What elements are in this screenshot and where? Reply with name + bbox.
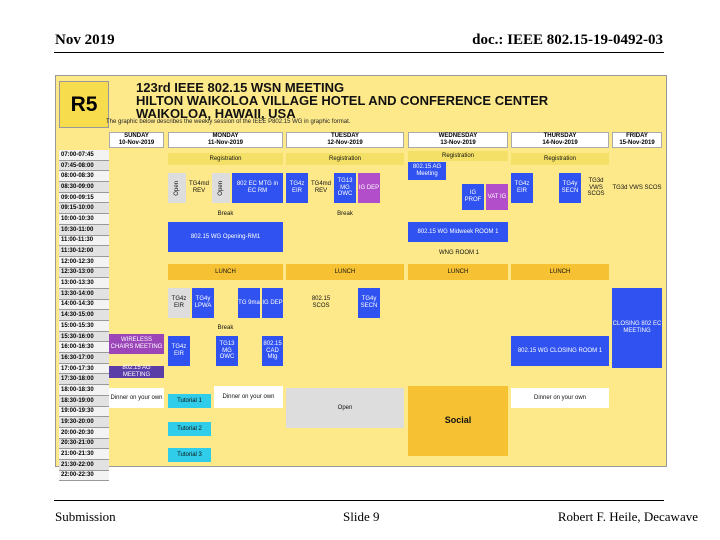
- cell-break-tue: Break: [286, 210, 404, 218]
- time-slot: 18:30-19:00: [59, 396, 109, 407]
- cell-tutorial2: Tutorial 2: [168, 422, 211, 436]
- cell-closing: 802.15 WG CLOSING ROOM 1: [511, 336, 609, 366]
- cell-registration-thu: Registration: [511, 153, 609, 165]
- cell-tg3-tue: 802.15 SCOS: [310, 288, 332, 318]
- cell-opening: 802.15 WG Opening-RM1: [168, 222, 283, 252]
- cell-ag-meeting-wed: 802.15 AG Meeting: [408, 162, 446, 180]
- time-slot: 08:30-09:00: [59, 182, 109, 193]
- cell-lunch-mon: LUNCH: [168, 264, 283, 280]
- cell-tg4z-thu: TG4z EIR: [511, 173, 533, 203]
- header-rule: [54, 52, 664, 53]
- footer-rule: [54, 500, 664, 501]
- time-slot: 16:00-16:30: [59, 342, 109, 353]
- meeting-title: 123rd IEEE 802.15 WSN MEETING: [136, 80, 345, 95]
- time-slot: 17:30-18:00: [59, 374, 109, 385]
- room-code: R5: [59, 81, 109, 128]
- time-slot: 10:30-11:00: [59, 225, 109, 236]
- cell-ec-mtg: 802 EC MTG in EC RM: [232, 173, 283, 203]
- cell-tg13-mon: TG13 MG OWC: [216, 336, 238, 366]
- cell-tutorial1: Tutorial 1: [168, 394, 211, 408]
- cell-open-mon-2: Open: [212, 173, 230, 203]
- day-header-friday: FRIDAY 15-Nov-2019: [612, 132, 662, 148]
- time-column: [59, 150, 109, 481]
- time-slot: 11:00-11:30: [59, 236, 109, 247]
- schedule-graphic: [55, 75, 667, 479]
- cell-registration-mon: Registration: [168, 153, 283, 165]
- cell-tg4z-mon-2: TG4z EIR: [168, 336, 190, 366]
- cell-tg4z-tue: TG4z EIR: [286, 173, 308, 203]
- time-slot: 08:00-08:30: [59, 171, 109, 182]
- time-slot: 09:00-09:15: [59, 193, 109, 204]
- cell-break-mon-2: Break: [168, 324, 283, 332]
- cell-igprof: IG PROF: [462, 184, 484, 210]
- cell-social: Social: [408, 386, 508, 456]
- time-slot: 07:45-08:00: [59, 161, 109, 172]
- cell-igdep-tue: IG DEP: [358, 173, 380, 203]
- time-slot: 19:30-20:00: [59, 417, 109, 428]
- cell-tg4y-tue: TG4y SECN: [358, 288, 380, 318]
- cell-ag-meeting: 802.15 AG MEETING: [109, 366, 164, 378]
- time-slot: 21:00-21:30: [59, 449, 109, 460]
- day-header-tuesday: TUESDAY 12-Nov-2019: [286, 132, 404, 148]
- cell-lunch-thu: LUNCH: [511, 264, 609, 280]
- header-left: Nov 2019: [55, 32, 115, 48]
- cell-wireless-chairs: WIRELESS CHAIRS MEETING: [109, 334, 164, 354]
- cell-lunch-wed: LUNCH: [408, 264, 508, 280]
- cell-lunch-tue: LUNCH: [286, 264, 404, 280]
- time-slot: 17:00-17:30: [59, 364, 109, 375]
- cell-dinner-sun: Dinner on your own: [109, 388, 164, 408]
- time-slot: 10:00-10:30: [59, 214, 109, 225]
- schedule-description: The graphic below describes the weekly session of the IEEE P802.15 WG in graphic format.: [106, 119, 351, 125]
- cell-open-tue: Open: [286, 388, 404, 428]
- cell-tg3d-fri: TG3d VWS SCOS: [612, 173, 662, 203]
- cell-dinner-mon: Dinner on your own: [214, 386, 283, 408]
- cell-tg3d-thu: TG3d VWS SCOS: [583, 173, 609, 203]
- cell-igdep-mon: IG DEP: [262, 288, 283, 318]
- cell-dinner-thu: Dinner on your own: [511, 388, 609, 408]
- day-header-monday: MONDAY 11-Nov-2019: [168, 132, 283, 148]
- time-slot: 12:00-12:30: [59, 257, 109, 268]
- time-slot: 14:30-15:00: [59, 310, 109, 321]
- time-slot: 18:00-18:30: [59, 385, 109, 396]
- cell-tg3-cad: 802.15 CAD Mtg: [262, 336, 283, 366]
- cell-open-mon-1: Open: [168, 173, 186, 203]
- header-right: doc.: IEEE 802.15-19-0492-03: [472, 32, 663, 48]
- time-slot: 22:00-22:30: [59, 471, 109, 482]
- time-slot: 21:30-22:00: [59, 460, 109, 471]
- time-slot: 07:00-07:45: [59, 150, 109, 161]
- venue-title: HILTON WAIKOLOA VILLAGE HOTEL AND CONFERENCE CENTER: [136, 93, 549, 108]
- time-slot: 13:00-13:30: [59, 278, 109, 289]
- cell-tg9ma-mon: TG 9ma: [238, 288, 260, 318]
- footer-center: Slide 9: [343, 509, 380, 524]
- time-slot: 13:30-14:00: [59, 289, 109, 300]
- time-slot: 11:30-12:00: [59, 246, 109, 257]
- cell-midweek: 802.15 WG Midweek ROOM 1: [408, 222, 508, 242]
- cell-tutorial3: Tutorial 3: [168, 448, 211, 462]
- cell-closing-ec: CLOSING 802 EC MEETING: [612, 288, 662, 368]
- day-header-thursday: THURSDAY 14-Nov-2019: [511, 132, 609, 148]
- time-slot: 19:00-19:30: [59, 407, 109, 418]
- cell-tg4y-thu: TG4y SECN: [559, 173, 581, 203]
- cell-tg4y-mon: TG4y LPWA: [192, 288, 214, 318]
- cell-wng: WNG ROOM 1: [426, 246, 492, 260]
- time-slot: 16:30-17:00: [59, 353, 109, 364]
- cell-vat: VAT IG: [486, 184, 508, 210]
- time-slot: 20:00-20:30: [59, 428, 109, 439]
- cell-tg4z-mon: TG4z EIR: [168, 288, 190, 318]
- cell-registration-tue: Registration: [286, 153, 404, 165]
- cell-tg13-tue: TG13 MG OWC: [334, 173, 356, 203]
- time-slot: 15:00-15:30: [59, 321, 109, 332]
- footer-right: Robert F. Heile, Decawave: [557, 509, 698, 524]
- time-slot: 12:30-13:00: [59, 268, 109, 279]
- time-slot: 15:30-16:00: [59, 332, 109, 343]
- time-slot: 20:30-21:00: [59, 439, 109, 450]
- day-header-sunday: SUNDAY 10-Nov-2019: [109, 132, 164, 148]
- cell-tg4md-tue: TG4md REV: [310, 173, 332, 203]
- location-title: WAIKOLOA, HAWAII, USA: [136, 106, 296, 121]
- footer-left: Submission: [55, 509, 116, 524]
- cell-break-mon-1: Break: [168, 210, 283, 218]
- time-slot: 14:00-14:30: [59, 300, 109, 311]
- cell-tg4md-mon: TG4md REV: [188, 173, 210, 203]
- cell-registration-wed: Registration: [408, 151, 508, 161]
- time-slot: 09:15-10:00: [59, 203, 109, 214]
- day-header-wednesday: WEDNESDAY 13-Nov-2019: [408, 132, 508, 148]
